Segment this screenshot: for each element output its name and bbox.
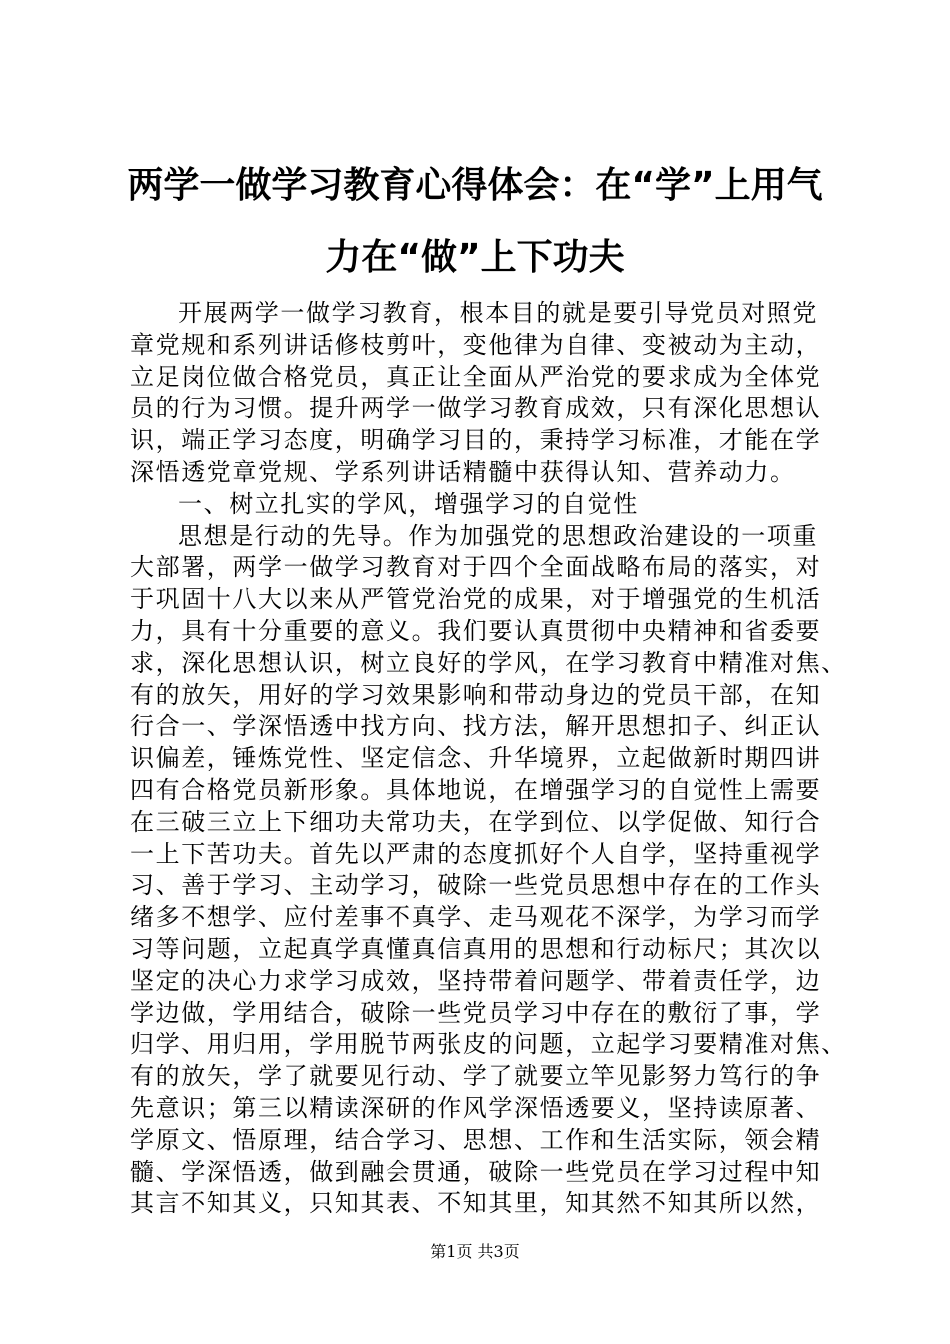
text-line: 于巩固十八大以来从严管党治党的成果，对于增强党的生机活 xyxy=(130,585,822,614)
text-line: 先意识；第三以精读深研的作风学深悟透要义，坚持读原著、 xyxy=(130,1093,822,1122)
text-line: 求，深化思想认识，树立良好的学风，在学习教育中精准对焦、 xyxy=(130,648,847,677)
text-line: 识，端正学习态度，明确学习目的，秉持学习标准，才能在学 xyxy=(130,426,822,455)
text-line: 其言不知其义，只知其表、不知其里，知其然不知其所以然， xyxy=(130,1189,822,1218)
page-footer: 第1页 共3页 xyxy=(430,1242,520,1261)
text-line: 员的行为习惯。提升两学一做学习教育成效，只有深化思想认 xyxy=(130,394,822,423)
text-line: 学原文、悟原理，结合学习、思想、工作和生活实际，领会精 xyxy=(130,1125,822,1154)
title-line-2: 力在“做”上下功夫 xyxy=(325,237,625,278)
title-line-1: 两学一做学习教育心得体会：在“学”上用气 xyxy=(127,165,823,206)
body-text xyxy=(130,298,847,1220)
section-heading: 一、树立扎实的学风，增强学习的自觉性 xyxy=(178,489,639,518)
text-line: 习等问题，立起真学真懂真信真用的思想和行动标尺；其次以 xyxy=(130,934,822,963)
text-line: 大部署，两学一做学习教育对于四个全面战略布局的落实，对 xyxy=(130,553,822,582)
text-line: 坚定的决心力求学习成效，坚持带着问题学、带着责任学，边 xyxy=(130,966,822,995)
text-line: 立足岗位做合格党员，真正让全面从严治党的要求成为全体党 xyxy=(130,362,822,391)
text-line: 在三破三立上下细功夫常功夫，在学到位、以学促做、知行合 xyxy=(130,807,822,836)
text-line: 力，具有十分重要的意义。我们要认真贯彻中央精神和省委要 xyxy=(130,616,822,645)
text-line: 归学、用归用，学用脱节两张皮的问题，立起学习要精准对焦、 xyxy=(130,1030,847,1059)
text-line: 有的放矢，学了就要见行动、学了就要立竿见影努力笃行的争 xyxy=(130,1062,822,1091)
text-line: 思想是行动的先导。作为加强党的思想政治建设的一项重 xyxy=(178,521,818,550)
text-line: 行合一、学深悟透中找方向、找方法，解开思想扣子、纠正认 xyxy=(130,712,822,741)
text-line: 绪多不想学、应付差事不真学、走马观花不深学，为学习而学 xyxy=(130,903,822,932)
page-title xyxy=(100,150,850,294)
text-line: 学边做，学用结合，破除一些党员学习中存在的敷衍了事，学 xyxy=(130,998,822,1027)
text-line: 识偏差，锤炼党性、坚定信念、升华境界，立起做新时期四讲 xyxy=(130,744,822,773)
text-line: 章党规和系列讲话修枝剪叶，变他律为自律、变被动为主动， xyxy=(130,330,822,359)
text-line: 髓、学深悟透，做到融会贯通，破除一些党员在学习过程中知 xyxy=(130,1157,822,1186)
text-line: 深悟透党章党规、学系列讲话精髓中获得认知、营养动力。 xyxy=(130,457,796,486)
text-line: 开展两学一做学习教育，根本目的就是要引导党员对照党 xyxy=(178,299,818,327)
text-line: 有的放矢，用好的学习效果影响和带动身边的党员干部，在知 xyxy=(130,680,822,709)
text-line: 四有合格党员新形象。具体地说，在增强学习的自觉性上需要 xyxy=(130,775,822,804)
text-line: 一上下苦功夫。首先以严肃的态度抓好个人自学，坚持重视学 xyxy=(130,839,822,868)
text-line: 习、善于学习、主动学习，破除一些党员思想中存在的工作头 xyxy=(130,871,822,900)
